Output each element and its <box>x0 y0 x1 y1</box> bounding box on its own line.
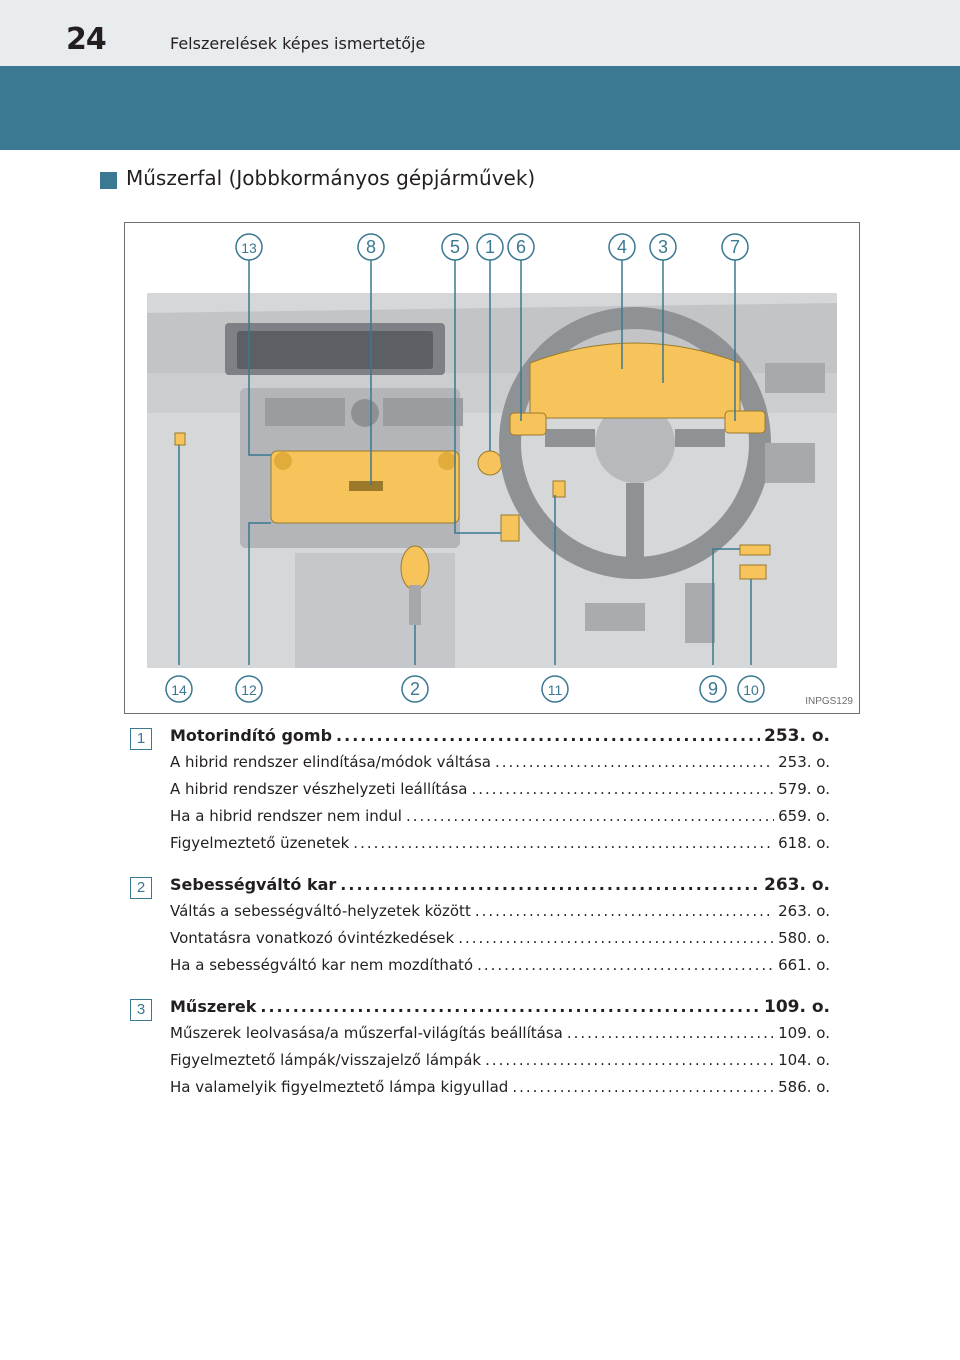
dashboard-illustration <box>125 223 859 713</box>
item-main-line: Sebességváltó kar ..... 263. o. <box>170 875 830 902</box>
item-number-badge: 1 <box>130 728 152 750</box>
svg-text:12: 12 <box>241 682 257 698</box>
callout-13 <box>236 234 262 260</box>
svg-text:8: 8 <box>365 237 377 257</box>
svg-text:4: 4 <box>616 237 628 257</box>
callout-7 <box>722 234 748 260</box>
list-item <box>130 997 830 1105</box>
item-sub-line: Ha a hibrid rendszer nem indul ..... 659. o. <box>170 807 830 834</box>
item-main-line: Műszerek ..... 109. o. <box>170 997 830 1024</box>
callout-14 <box>166 676 192 702</box>
header-title: Felszerelések képes ismertetője <box>170 34 426 53</box>
item-sub-line: Figyelmeztető lámpák/visszajelző lámpák ..... 104. o. <box>170 1051 830 1078</box>
callout-5 <box>442 234 468 260</box>
list-item <box>130 875 830 983</box>
svg-text:11: 11 <box>547 682 563 698</box>
dashboard-figure <box>124 222 860 714</box>
svg-text:6: 6 <box>515 237 527 257</box>
item-sub-line: Műszerek leolvasása/a műszerfal-világítás beállítása ..... 109. o. <box>170 1024 830 1051</box>
section-marker-icon <box>100 172 117 189</box>
callout-10 <box>738 676 764 702</box>
reference-list <box>130 726 830 1119</box>
item-sub-line: Váltás a sebességváltó-helyzetek között ..... 263. o. <box>170 902 830 929</box>
item-sub-line: Ha a sebességváltó kar nem mozdítható ..... 661. o. <box>170 956 830 983</box>
callout-9 <box>700 676 726 702</box>
header-bar <box>0 0 960 66</box>
callout-3 <box>650 234 676 260</box>
item-number-badge: 2 <box>130 877 152 899</box>
callout-8 <box>358 234 384 260</box>
callout-6 <box>508 234 534 260</box>
section-title: Műszerfal (Jobbkormányos gépjárművek) <box>126 166 536 190</box>
svg-text:3: 3 <box>657 237 669 257</box>
item-sub-line: Vontatásra vonatkozó óvintézkedések ..... 580. o. <box>170 929 830 956</box>
item-sub-line: Ha valamelyik figyelmeztető lámpa kigyullad ..... 586. o. <box>170 1078 830 1105</box>
svg-text:2: 2 <box>409 679 421 699</box>
callout-12 <box>236 676 262 702</box>
svg-text:9: 9 <box>707 679 719 699</box>
item-number-badge: 3 <box>130 999 152 1021</box>
svg-text:13: 13 <box>241 240 257 256</box>
svg-text:1: 1 <box>484 237 496 257</box>
header-band <box>0 66 960 150</box>
svg-text:7: 7 <box>729 237 741 257</box>
item-sub-line: A hibrid rendszer elindítása/módok váltása ..... 253. o. <box>170 753 830 780</box>
svg-text:10: 10 <box>743 682 759 698</box>
page-number: 24 <box>66 22 106 57</box>
figure-code: INPGS129 <box>805 696 853 707</box>
item-sub-line: Figyelmeztető üzenetek ..... 618. o. <box>170 834 830 861</box>
callout-1 <box>477 234 503 260</box>
item-sub-line: A hibrid rendszer vészhelyzeti leállítása ..... 579. o. <box>170 780 830 807</box>
callout-11 <box>542 676 568 702</box>
svg-text:14: 14 <box>171 682 187 698</box>
callout-2 <box>402 676 428 702</box>
item-main-line: Motorindító gomb ..... 253. o. <box>170 726 830 753</box>
callout-4 <box>609 234 635 260</box>
list-item <box>130 726 830 861</box>
svg-text:5: 5 <box>449 237 461 257</box>
